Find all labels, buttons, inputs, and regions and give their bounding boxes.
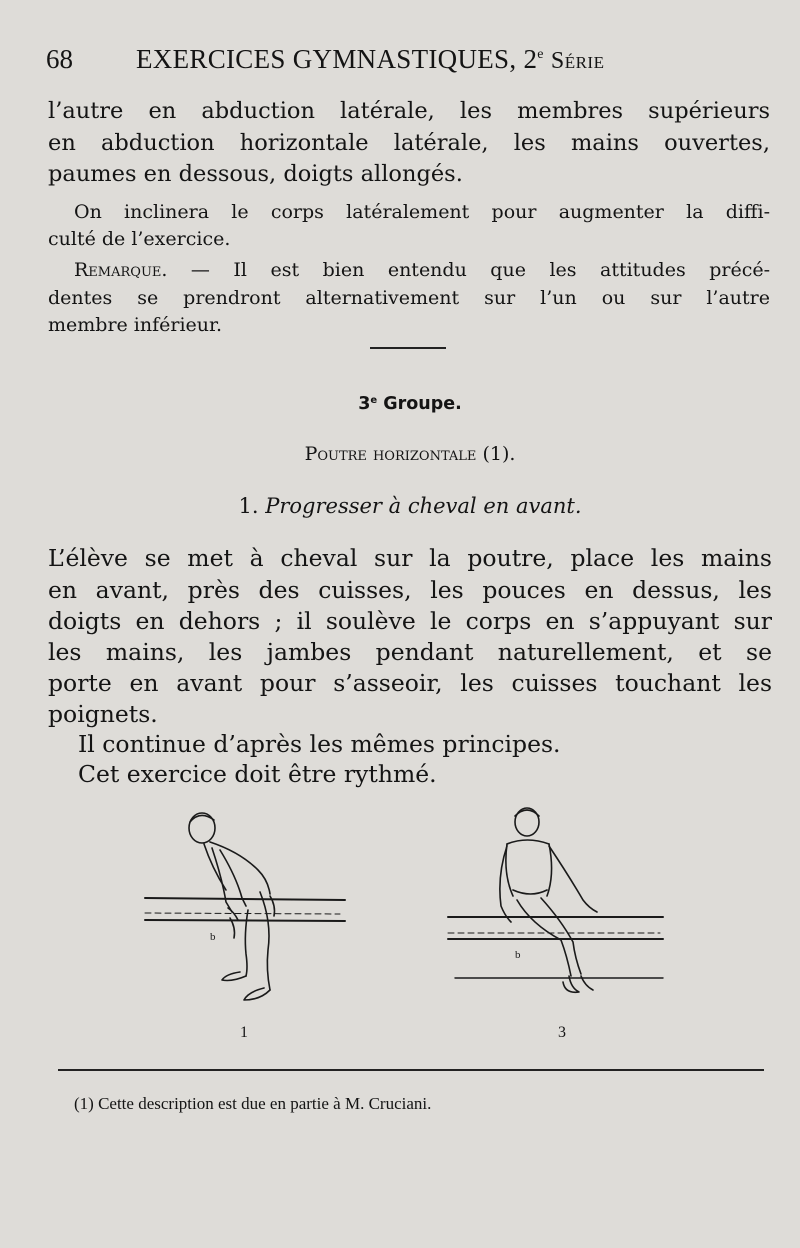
group-heading (0, 394, 800, 414)
text-line: l’autre en abduction latérale, les membres supérieurs (48, 98, 770, 124)
text-line: en abduction horizontale latérale, les mains ouvertes, (48, 130, 770, 156)
section-heading (0, 443, 800, 465)
exercise-number: 1. (238, 494, 259, 518)
running-title-sup: e (537, 47, 544, 62)
remark-text: — Il est bien entendu que les attitudes précé- (167, 259, 770, 281)
figure-3-beam-mark: b (515, 949, 521, 961)
remark-label: Remarque. (74, 259, 168, 281)
footnote-ref: (1). (482, 443, 516, 465)
figure-1-illustration (140, 800, 350, 1015)
exercise-title: Progresser à cheval en avant. (265, 494, 582, 518)
running-title (136, 44, 604, 75)
text-line: poignets. (48, 700, 158, 728)
section-title: Poutre horizontale (304, 443, 477, 465)
remark-line (74, 259, 770, 281)
page-header (46, 44, 766, 80)
section-divider (370, 347, 446, 349)
text-line: doigts en dehors ; il soulève le corps en s’appuyant sur (48, 607, 772, 635)
footnote: (1) Cette description est due en partie à M. Cruciani. (74, 1094, 432, 1113)
text-line: dentes se prendront alternativement sur l’un ou sur l’autre (48, 287, 770, 309)
text-line: membre inférieur. (48, 314, 223, 336)
figure-3-illustration (445, 800, 670, 1005)
text-line: On inclinera le corps latéralement pour augmenter la diffi- (74, 201, 770, 223)
exercise-heading (0, 494, 800, 518)
footnote-divider (58, 1069, 764, 1071)
page-number: 68 (46, 44, 73, 74)
text-line: porte en avant pour s’asseoir, les cuisses touchant les (48, 669, 772, 697)
text-line: Il continue d’après les mêmes principes. (78, 730, 561, 758)
text-line: paumes en dessous, doigts allongés. (48, 161, 463, 187)
text-line: en avant, près des cuisses, les pouces en dessus, les (48, 576, 772, 604)
text-line: L’élève se met à cheval sur la poutre, place les mains (48, 544, 772, 572)
figure-1-label: 1 (240, 1024, 248, 1041)
figure-3-label: 3 (558, 1024, 566, 1041)
group-number: 3 (358, 394, 371, 414)
running-title-series: Série (550, 48, 605, 74)
figure-1-beam-mark: b (210, 931, 216, 943)
group-sup: e (370, 395, 378, 406)
text-line: les mains, les jambes pendant naturellement, et se (48, 638, 772, 666)
text-line: culté de l’exercice. (48, 228, 231, 250)
group-label: Groupe. (383, 394, 462, 414)
text-line: Cet exercice doit être rythmé. (78, 760, 437, 788)
running-title-main: EXERCICES GYMNASTIQUES, 2 (136, 44, 538, 74)
